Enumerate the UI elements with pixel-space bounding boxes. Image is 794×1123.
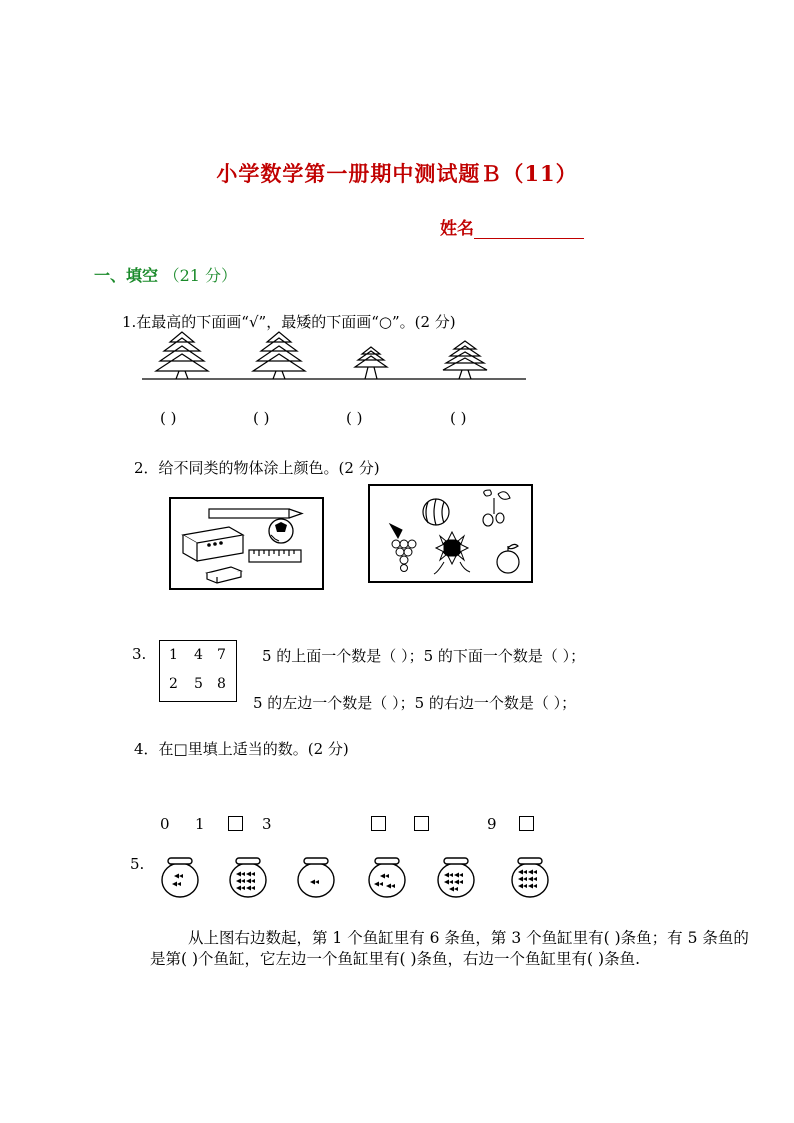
q4-answer-box-2[interactable] (371, 816, 386, 831)
q4-number-9: 9 (487, 815, 497, 833)
grid-cell: 8 (217, 676, 226, 692)
fishbowl-1 (162, 858, 198, 897)
q1-blank-3[interactable]: ( ) (346, 409, 363, 427)
q3-line-1: 5 的上面一个数是（ ）；5 的下面一个数是（ ）； (262, 647, 586, 665)
number-grid (159, 640, 237, 702)
ball-icon (269, 519, 293, 543)
q4-text: 4．在□里填上适当的数。(2 分) (134, 740, 349, 758)
q5-paragraph (150, 928, 750, 970)
q4-number-1: 1 (195, 815, 205, 833)
q4-answer-box-3[interactable] (414, 816, 429, 831)
grid-cell: 4 (194, 647, 203, 663)
q4-answer-box-4[interactable] (519, 816, 534, 831)
q3-number: 3. (132, 645, 147, 663)
tree-2 (253, 332, 305, 379)
name-field[interactable] (440, 214, 584, 239)
fishbowl-6 (512, 858, 548, 897)
section-heading (94, 263, 237, 286)
fishbowl-5 (438, 858, 474, 897)
grid-cell: 1 (169, 647, 178, 663)
fruit-picture[interactable] (368, 484, 533, 583)
q5-number: 5. (130, 855, 145, 873)
q4-answer-box-1[interactable] (228, 816, 243, 831)
q4-number-3: 3 (262, 815, 272, 833)
beach-ball-icon (423, 499, 449, 525)
q5-paragraph-text: 从上图右边数起，第 1 个鱼缸里有 6 条鱼，第 3 个鱼缸里有( )条鱼；有 5 条鱼的是第( )个鱼缸，它左边一个鱼缸里有( )条鱼，右边一个鱼缸里有( )条鱼. (150, 929, 749, 968)
q1-blank-4[interactable]: ( ) (450, 409, 467, 427)
page-title: 小学数学第一册期中测试题Ｂ（11） (216, 161, 578, 186)
q3-line-2: 5 的左边一个数是（ ）；5 的右边一个数是（ ）； (253, 694, 577, 712)
ruler-icon (249, 550, 301, 562)
q1-blank-2[interactable]: ( ) (253, 409, 270, 427)
tree-1 (156, 332, 208, 379)
q4-number-0: 0 (160, 815, 170, 833)
name-blank-line[interactable] (474, 222, 584, 239)
name-label: 姓名 (440, 219, 474, 239)
trees-illustration (140, 328, 530, 384)
q1-blank-1[interactable]: ( ) (160, 409, 177, 427)
fishbowls-illustration (158, 856, 558, 902)
tree-3 (355, 347, 387, 379)
tree-4 (443, 341, 487, 379)
q2-text: 2．给不同类的物体涂上颜色。(2 分) (134, 459, 380, 477)
fishbowl-3 (298, 858, 334, 897)
stationery-picture[interactable] (169, 497, 324, 590)
grid-cell: 5 (194, 676, 203, 692)
section-points: （21 分） (163, 266, 238, 285)
q1-text: 1.在最高的下面画“√”，最矮的下面画“○”。(2 分) (122, 313, 456, 331)
fishbowl-4 (369, 858, 405, 897)
grid-cell: 2 (169, 676, 178, 692)
fishbowl-2 (230, 858, 266, 897)
section-label: 一、填空 (94, 266, 159, 285)
grid-cell: 7 (217, 647, 226, 663)
